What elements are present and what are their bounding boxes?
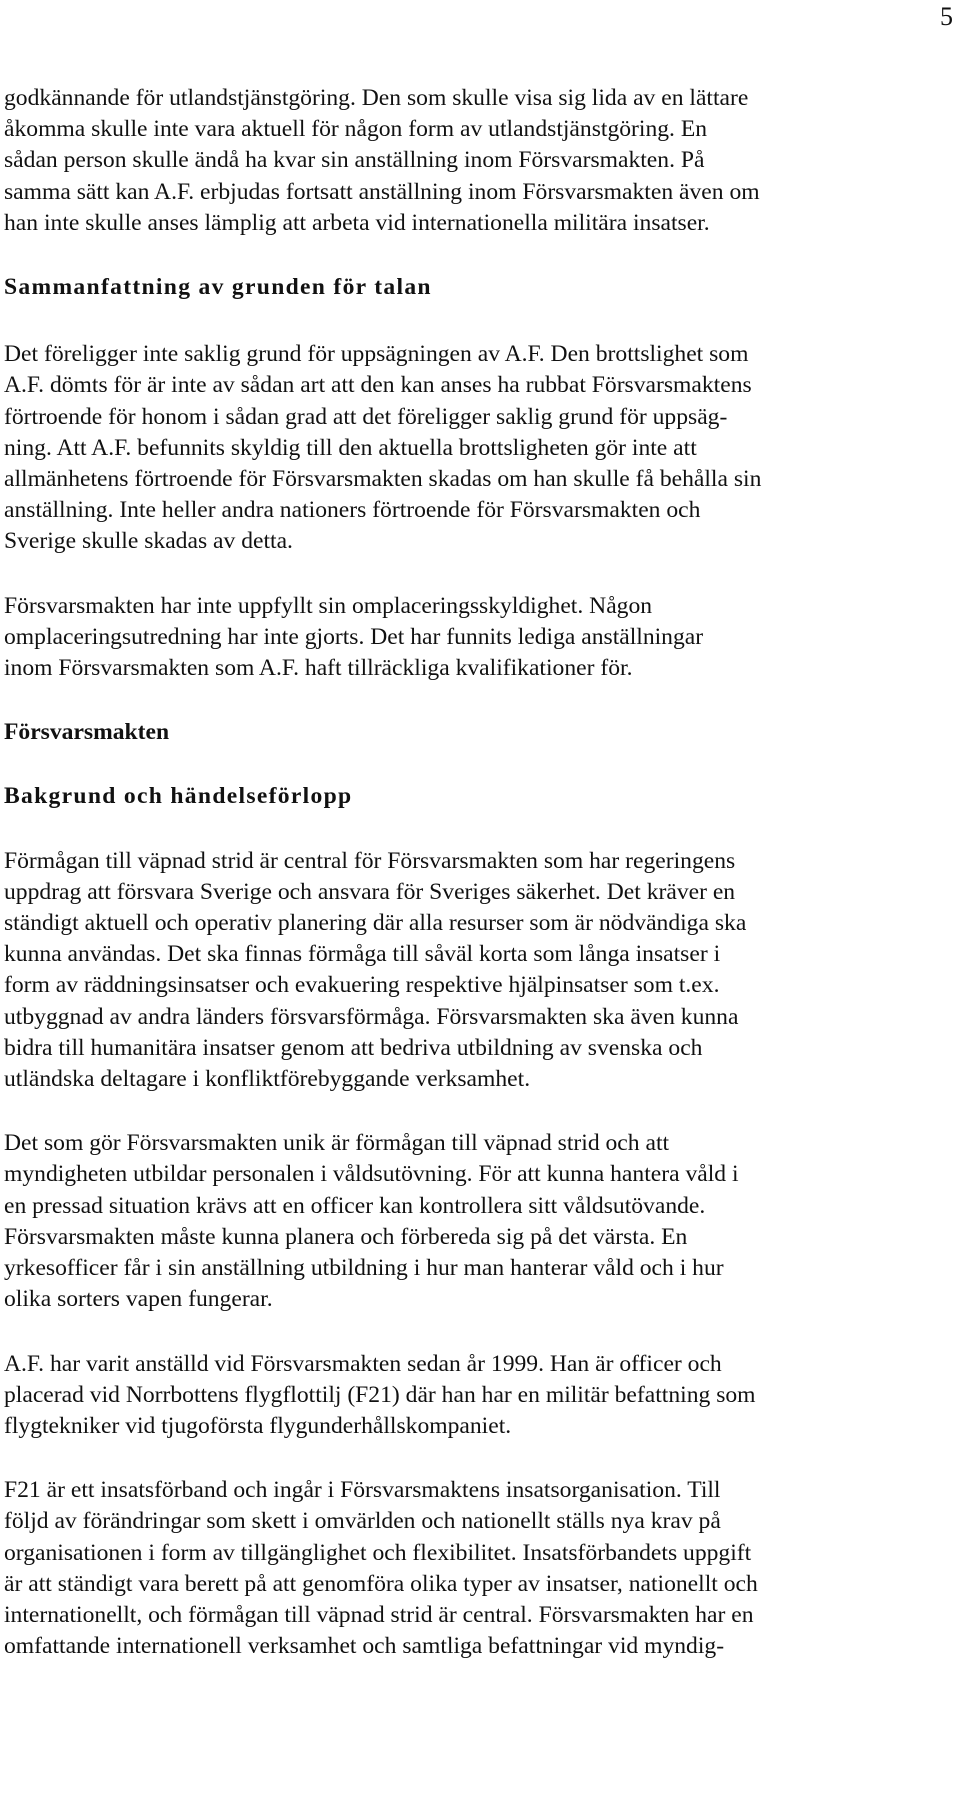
text-line: ständigt aktuell och operativ planering där alla resurser som är nödvändiga ska xyxy=(4,910,747,937)
paragraph-anstallning xyxy=(4,1349,960,1443)
text-line: sådan person skulle ändå ha kvar sin anställning inom Försvarsmakten. På xyxy=(4,147,705,174)
text-line: A.F. har varit anställd vid Försvarsmakten sedan år 1999. Han är officer och xyxy=(4,1350,722,1377)
text-line: uppdrag att försvara Sverige och ansvara för Sveriges säkerhet. Det kräver en xyxy=(4,878,736,905)
text-line: bidra till humanitära insatser genom att bedriva utbildning av svenska och xyxy=(4,1034,703,1061)
text-line: yrkesofficer får i sin anställning utbildning i hur man hanterar våld och i hur xyxy=(4,1255,724,1282)
paragraph-insatsforband xyxy=(4,1475,960,1662)
text-line: utländska deltagare i konfliktförebyggande verksamhet. xyxy=(4,1066,531,1093)
text-line: är att ständigt vara berett på att genomföra olika typer av insatser, nationellt och xyxy=(4,1570,758,1597)
text-line: olika sorters vapen fungerar. xyxy=(4,1286,273,1313)
paragraph-vapnad-strid xyxy=(4,846,960,1096)
text-line: Försvarsmakten har inte uppfyllt sin omplaceringsskyldighet. Någon xyxy=(4,592,653,619)
text-line: en pressad situation krävs att en officer kan kontrollera sitt våldsutövande. xyxy=(4,1192,706,1219)
subheading-bakgrund: Bakgrund och händelseförlopp xyxy=(4,783,353,810)
page-number: 5 xyxy=(940,2,953,31)
text-line: allmänhetens förtroende för Försvarsmakten skadas om han skulle få behålla sin xyxy=(4,466,762,493)
text-line: omplaceringsutredning har inte gjorts. Det har funnits lediga anställningar xyxy=(4,623,704,650)
heading-forsvarsmakten: Försvarsmakten xyxy=(4,719,170,746)
text-line: Försvarsmakten måste kunna planera och förbereda sig på det värsta. En xyxy=(4,1223,688,1250)
text-line: godkännande för utlandstjänstgöring. Den som skulle visa sig lida av en lättare xyxy=(4,85,749,111)
text-line: internationellt, och förmågan till väpnad strid är central. Försvarsmakten har en xyxy=(4,1601,754,1628)
spacer xyxy=(4,1095,960,1128)
text-line: samma sätt kan A.F. erbjudas fortsatt anställning inom Försvarsmakten även om xyxy=(4,178,760,205)
text-line: Det som gör Försvarsmakten unik är förmågan till väpnad strid och att xyxy=(4,1130,670,1157)
text-line: flygtekniker vid tjugoförsta flygunderhållskompaniet. xyxy=(4,1412,512,1439)
text-line: A.F. dömts för är inte av sådan art att den kan anses ha rubbat Försvarsmaktens xyxy=(4,372,752,399)
text-line: utbyggnad av andra länders försvarsförmåga. Försvarsmakten ska även kunna xyxy=(4,1003,739,1030)
spacer xyxy=(4,684,960,717)
text-line: Förmågan till väpnad strid är central för Försvarsmakten som har regeringens xyxy=(4,847,736,874)
paragraph-valdsutovning xyxy=(4,1128,960,1315)
text-line: han inte skulle anses lämplig att arbeta vid internationella militära insatser. xyxy=(4,209,710,236)
spacer xyxy=(4,1316,960,1349)
text-line: myndigheten utbildar personalen i våldsutövning. För att kunna hantera våld i xyxy=(4,1161,739,1188)
paragraph-omplacering xyxy=(4,591,960,685)
text-line: placerad vid Norrbottens flygflottilj (F21) där han har en militär befattning som xyxy=(4,1381,756,1408)
spacer xyxy=(4,558,960,591)
text-line: omfattande internationell verksamhet och samtliga befattningar vid myndig- xyxy=(4,1633,725,1660)
spacer xyxy=(4,813,960,846)
text-line: organisationen i form av tillgänglighet och flexibilitet. Insatsförbandets uppgift xyxy=(4,1539,752,1566)
text-line: ning. Att A.F. befunnits skyldig till den aktuella brottsligheten gör inte att xyxy=(4,434,697,461)
text-line: följd av förändringar som skett i omvärlden och nationellt ställs nya krav på xyxy=(4,1508,721,1535)
spacer xyxy=(4,1442,960,1475)
text-line: form av räddningsinsatser och evakuering respektive hjälpinsatser som t.ex. xyxy=(4,972,720,999)
text-line: F21 är ett insatsförband och ingår i Försvarsmaktens insatsorganisation. Till xyxy=(4,1477,721,1504)
spacer xyxy=(4,748,960,781)
text-line: åkomma skulle inte vara aktuell för någon form av utlandstjänstgöring. En xyxy=(4,116,708,143)
subheading-sammanfattning: Sammanfattning av grunden för talan xyxy=(4,274,432,301)
text-line: Sverige skulle skadas av detta. xyxy=(4,528,293,555)
spacer xyxy=(4,303,960,339)
text-line: kunna användas. Det ska finnas förmåga till såväl korta som långa insatser i xyxy=(4,941,721,968)
text-line: anställning. Inte heller andra nationers förtroende för Försvarsmakten och xyxy=(4,497,701,524)
text-line: Det föreligger inte saklig grund för uppsägningen av A.F. Den brottslighet som xyxy=(4,341,749,368)
spacer xyxy=(4,239,960,272)
text-line: förtroende för honom i sådan grad att det föreligger saklig grund för uppsäg- xyxy=(4,403,728,430)
paragraph-saklig-grund xyxy=(4,339,960,557)
paragraph-utlandstjanstgoring xyxy=(4,83,960,239)
document-body xyxy=(4,83,960,1662)
text-line: inom Försvarsmakten som A.F. haft tillräckliga kvalifikationer för. xyxy=(4,655,633,682)
